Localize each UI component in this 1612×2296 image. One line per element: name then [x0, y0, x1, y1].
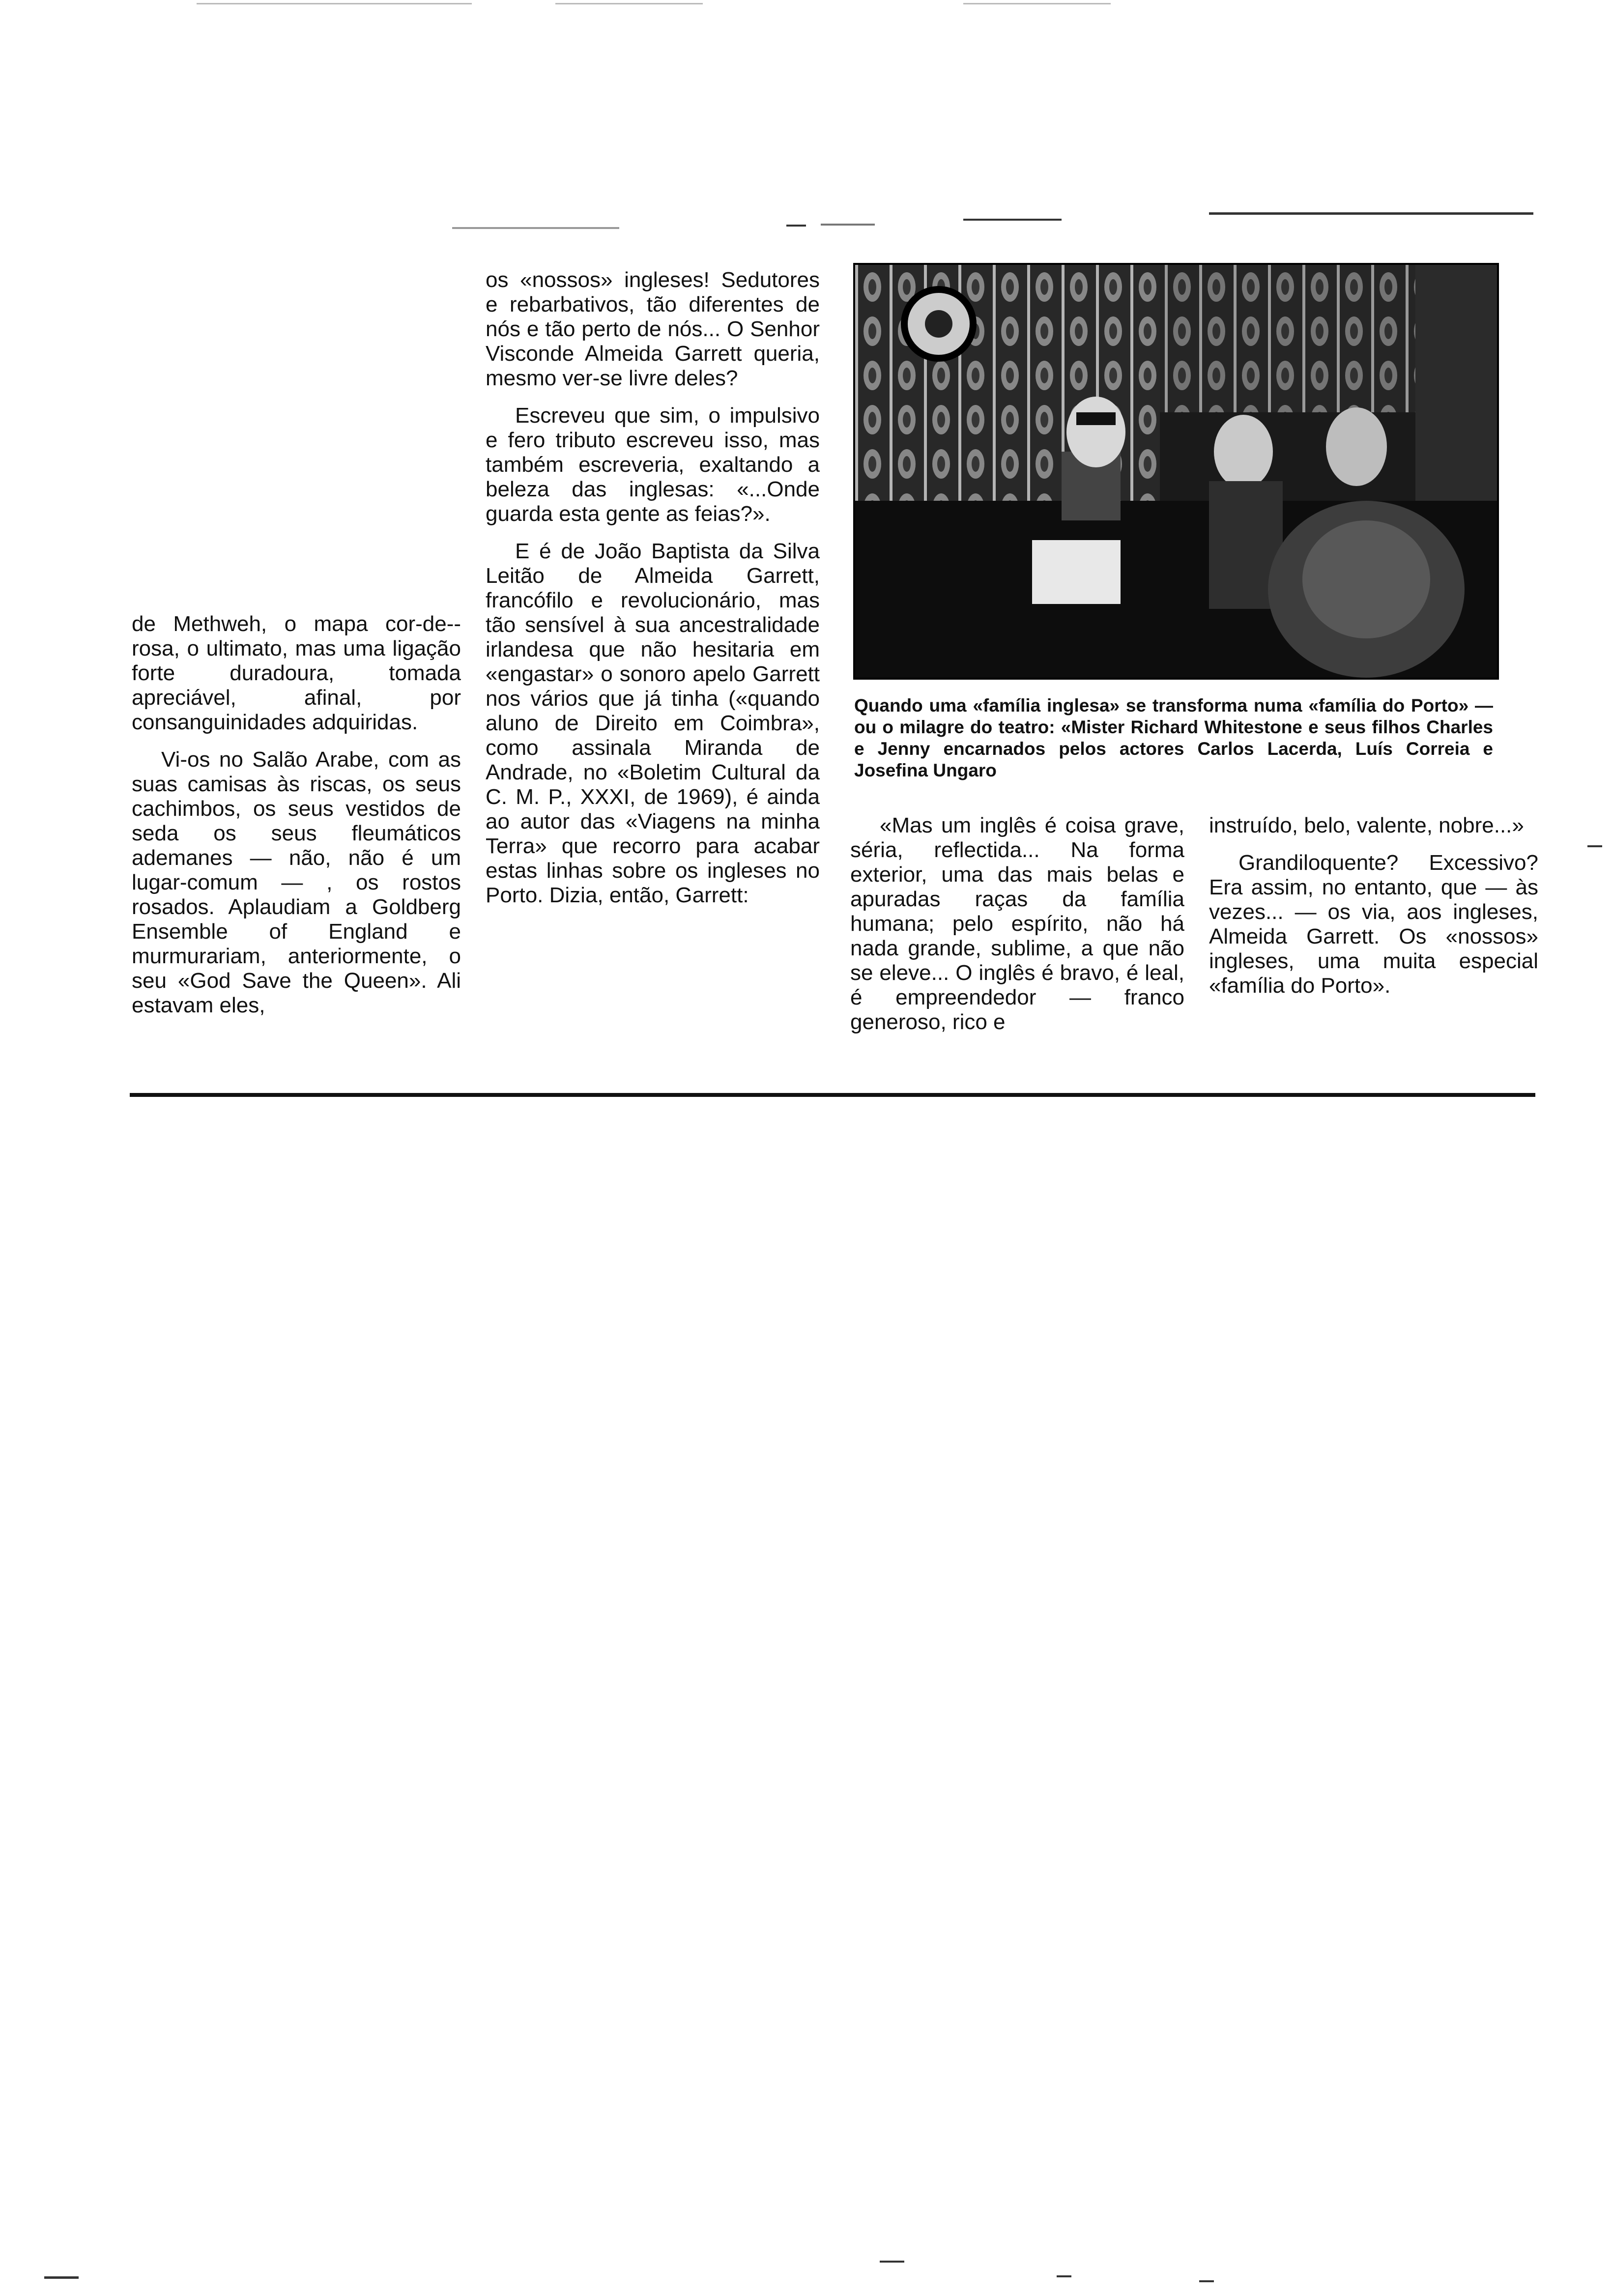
scan-artifact: [786, 225, 806, 227]
scan-artifact: [44, 2276, 79, 2279]
scan-artifact: [1587, 845, 1602, 847]
article-paragraph: «Mas um inglês é coisa grave, séria, reflectida... Na forma exterior, uma das mais belas e apuradas raças da família humana; pelo espírito, não há nada grande, sublime, a que não se eleve... O inglês é bravo, é leal, é empreendedor — franco generoso, rico e: [850, 813, 1184, 1034]
article-photo: [853, 263, 1499, 680]
article-paragraph: os «nossos» ingleses! Sedutores e rebarbativos, tão diferentes de nós e tão perto de nós... O Senhor Visconde Almeida Garrett queria, mesmo ver-se livre deles?: [486, 268, 820, 390]
bottom-rule: [130, 1093, 1535, 1097]
scan-artifact: [963, 3, 1111, 4]
scan-artifact: [880, 2261, 904, 2263]
article-column-2: [486, 268, 820, 920]
stage-scene-image: [855, 265, 1497, 678]
article-paragraph: de Methweh, o mapa cor-de--rosa, o ultimato, mas uma ligação forte duradoura, tomada apreciável, afinal, por consanguinidades adquiridas.: [132, 612, 461, 734]
scan-artifact: [1199, 2280, 1214, 2282]
scan-artifact: [197, 3, 472, 4]
scan-artifact: [452, 227, 619, 229]
scan-artifact: [555, 3, 703, 4]
article-paragraph: Grandiloquente? Excessivo? Era assim, no entanto, que — às vezes... — os via, aos ingleses, Almeida Garrett. Os «nossos» ingleses, uma muita especial «família do Porto».: [1209, 851, 1538, 998]
scan-artifact: [963, 219, 1062, 221]
article-paragraph: E é de João Baptista da Silva Leitão de Almeida Garrett, francófilo e revolucionário, mas tão sensível à sua ancestralidade irlandesa que não hesitaria em «engastar» o sonoro apelo Garrett nos vários que já tinha («quando aluno de Direito em Coimbra», como assinala Miranda de Andrade, no «Boletim Cultural da C. M. P., XXXI, de 1969), é ainda ao autor das «Viagens na minha Terra» que recorro para acabar estas linhas sobre os ingleses no Porto. Dizia, então, Garrett:: [486, 539, 820, 907]
article-paragraph: Vi-os no Salão Arabe, com as suas camisas às riscas, os seus cachimbos, os seus vestidos de seda os seus fleumáticos ademanes — não, não é um lugar-comum — , os rostos rosados. Aplaudiam a Goldberg Ensemble of England e murmurariam, anteriormente, o seu «God Save the Queen». Ali estavam eles,: [132, 747, 461, 1017]
scan-artifact: [1057, 2275, 1071, 2277]
article-column-1: [132, 612, 461, 1031]
photo-caption: Quando uma «família inglesa» se transforma numa «família do Porto» — ou o milagre do teatro: «Mister Richard Whitestone e seus filhos Charles e Jenny encarnados pelos actores Carlos Lacerda, Luís Correia e Josefina Ungaro: [854, 695, 1493, 780]
article-paragraph: instruído, belo, valente, nobre...»: [1209, 813, 1524, 837]
scan-artifact: [1209, 212, 1533, 215]
article-paragraph: Escreveu que sim, o impulsivo e fero tributo escreveu isso, mas também escreveria, exaltando a beleza das inglesas: «...Onde guarda esta gente as feias?».: [486, 403, 820, 526]
scan-artifact: [821, 224, 875, 226]
article-column-4: [1209, 813, 1538, 1011]
article-column-3: [850, 813, 1184, 1047]
